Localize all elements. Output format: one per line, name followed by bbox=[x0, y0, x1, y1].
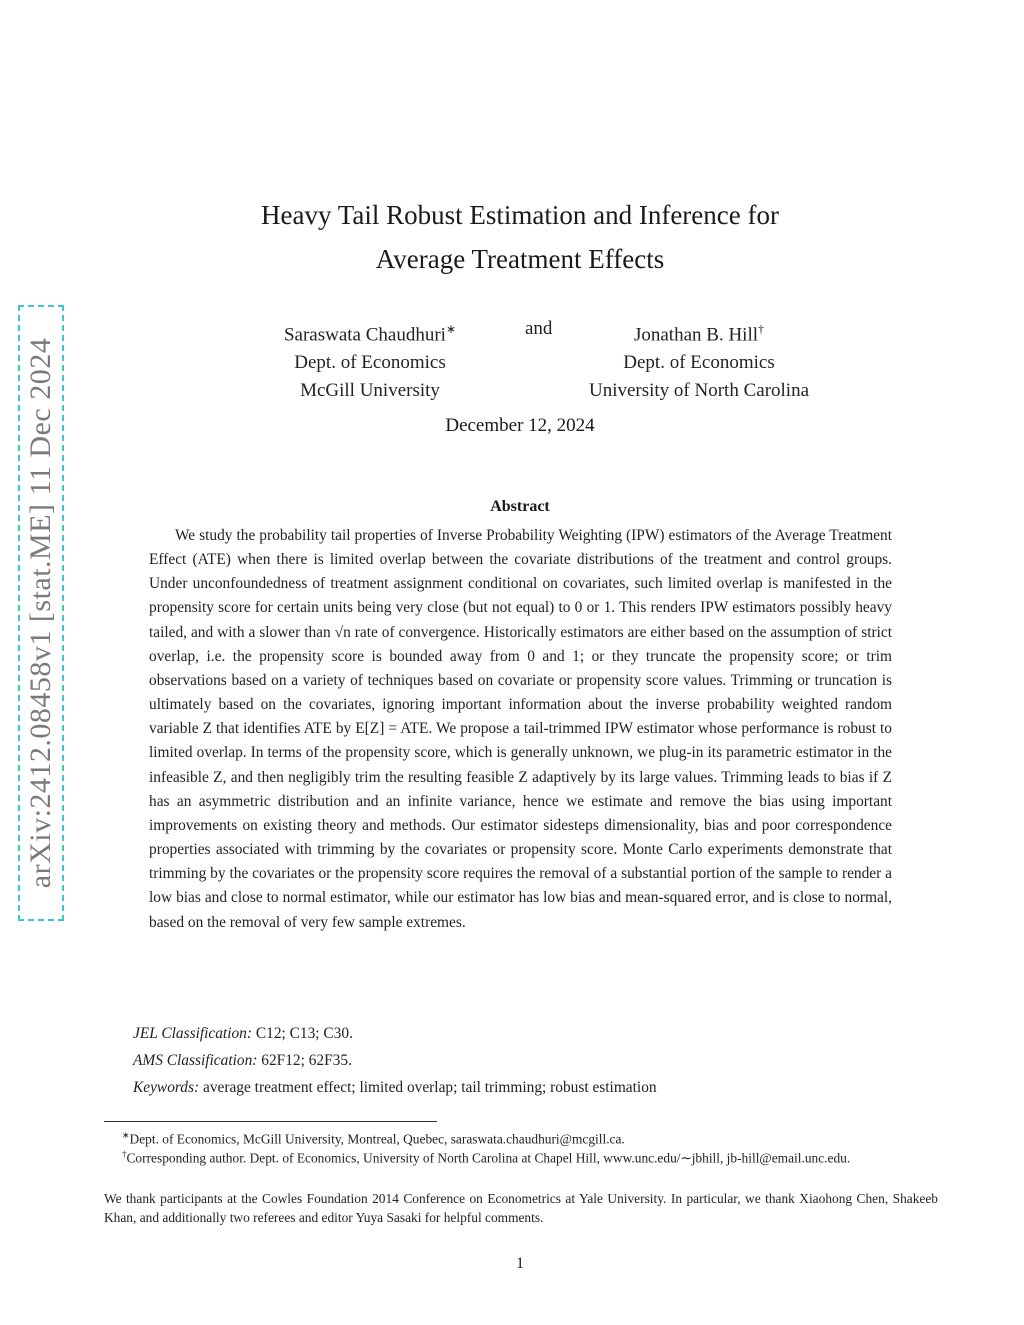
keywords bbox=[133, 1079, 657, 1097]
footnote-2-text: Corresponding author. Dept. of Economics, University of North Carolina at Chapel Hill, www.unc.edu/∼jbhill, jb-hill@email.unc.edu. bbox=[126, 1150, 851, 1166]
jel-value: C12; C13; C30. bbox=[255, 1025, 353, 1042]
author-footnote-mark: ∗ bbox=[445, 322, 457, 336]
paper-title bbox=[140, 193, 900, 281]
jel-classification bbox=[133, 1025, 353, 1043]
author-footnote-mark: † bbox=[758, 322, 765, 336]
author-department: Dept. of Economics bbox=[623, 352, 775, 374]
title-line-2: Average Treatment Effects bbox=[375, 244, 665, 274]
title-line-1: Heavy Tail Robust Estimation and Inference for bbox=[261, 200, 779, 230]
footnote-2-mark: † bbox=[122, 1149, 127, 1159]
author-university: McGill University bbox=[300, 380, 440, 402]
author-department: Dept. of Economics bbox=[294, 352, 446, 374]
arxiv-identifier: arXiv:2412.08458v1 [stat.ME] 11 Dec 2024 bbox=[24, 337, 57, 889]
publication-date: December 12, 2024 bbox=[445, 415, 595, 436]
acknowledgement: We thank participants at the Cowles Foundation 2014 Conference on Econometrics at Yale University. In particular, we thank Xiaohong Chen, Shakeeb Khan, and additionally two referees and editor Yuya Sasaki for helpful comments. bbox=[104, 1191, 938, 1225]
arxiv-side-stamp bbox=[18, 305, 64, 921]
keywords-value: average treatment effect; limited overlap; tail trimming; robust estimation bbox=[202, 1079, 657, 1096]
author-name: Jonathan B. Hill bbox=[633, 324, 759, 346]
jel-label: JEL Classification: bbox=[133, 1025, 252, 1042]
author-block-2 bbox=[568, 315, 830, 405]
keywords-label: Keywords: bbox=[133, 1079, 200, 1096]
author-university: University of North Carolina bbox=[588, 380, 810, 402]
author-name: Saraswata Chaudhuri bbox=[283, 324, 446, 346]
abstract-heading: Abstract bbox=[490, 498, 550, 515]
footnote-2 bbox=[104, 1145, 938, 1167]
author-block-1 bbox=[255, 315, 485, 405]
page-number: 1 bbox=[516, 1255, 524, 1272]
footnote-divider bbox=[104, 1121, 437, 1122]
ams-label: AMS Classification: bbox=[133, 1052, 258, 1069]
and-separator: and bbox=[525, 318, 553, 339]
abstract-text: We study the probability tail properties of Inverse Probability Weighting (IPW) estimators of the Average Treatment Effect (ATE) when there is limited overlap between the covariate distributions of the treatment and control groups. Under unconfoundedness of treatment assignment conditional on covariates, such limited overlap is manifested in the propensity score for certain units being very close (but not equal) to 0 or 1. This renders IPW estimators possibly heavy tailed, and with a slower than √n rate of convergence. Historically estimators are either based on the assumption of strict overlap, i.e. the propensity score is bounded away from 0 and 1; or they truncate the propensity score; or trim observations based on a variety of techniques based on covariate or propensity score values. Trimming or truncation is ultimately based on the covariates, ignoring important information about the inverse probability weighted random variable Z that identifies ATE by E[Z] = ATE. We propose a tail-trimmed IPW estimator whose performance is robust to limited overlap. In terms of the propensity score, which is generally unknown, we plug-in its parametric estimator in the infeasible Z, and then negligibly trim the resulting feasible Z adaptively by its large values. Trimming leads to bias if Z has an asymmetric distribution and an infinite variance, hence we estimate and remove the bias using important improvements on existing theory and methods. Our estimator sidesteps dimensionality, bias and poor correspondence properties associated with trimming by the covariates or propensity score. Monte Carlo experiments demonstrate that trimming by the covariates or the propensity score requires the removal of a substantial portion of the sample to render a low bias and close to normal estimator, while our estimator has low bias and mean-squared error, and is close to normal, based on the removal of very few sample extremes. bbox=[149, 527, 892, 931]
ams-classification bbox=[133, 1052, 352, 1070]
footnote-1-text: Dept. of Economics, McGill University, Montreal, Quebec, saraswata.chaudhuri@mcgill.ca. bbox=[129, 1131, 625, 1147]
ams-value: 62F12; 62F35. bbox=[261, 1052, 352, 1069]
footnote-1-mark: ∗ bbox=[122, 1130, 130, 1140]
